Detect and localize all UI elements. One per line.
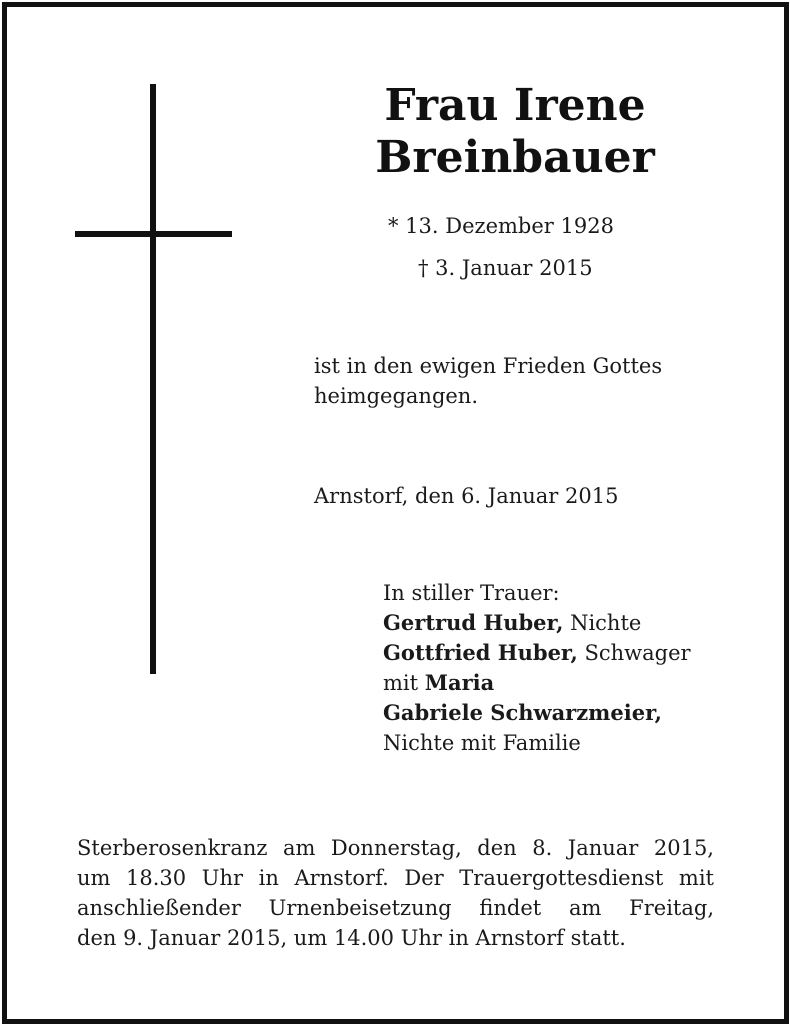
mourner-line [383,638,691,668]
mourner-line [383,608,691,638]
mourner-name: Gottfried Huber, [383,640,578,665]
mourner-line [383,698,691,728]
service-line: anschließender Urnenbeisetzung findet am Freitag, [77,896,714,920]
death-statement [314,351,662,411]
mourner-line [383,668,691,698]
service-information [77,833,714,953]
deceased-name-line2: Breinbauer [375,132,655,183]
place-and-date: Arnstorf, den 6. Januar 2015 [314,484,619,508]
deceased-name-line1: Frau Irene [384,80,646,131]
mourners-block [383,578,691,758]
mourner-prefix: mit [383,671,425,695]
cross-vertical-beam [150,84,156,674]
service-line: den 9. Januar 2015, um 14.00 Uhr in Arnstorf statt. [77,926,626,950]
mourning-intro: In stiller Trauer: [383,581,560,605]
mourner-relation: Schwager [577,641,691,665]
mourner-relation-line: Nichte mit Familie [383,731,581,755]
death-statement-line2: heimgegangen. [314,384,479,408]
mourner-relation: Nichte [563,611,642,635]
death-date: † 3. Januar 2015 [418,256,593,280]
service-line: um 18.30 Uhr in Arnstorf. Der Trauergottesdienst mit [77,866,714,890]
mourner-name: Maria [424,670,495,695]
cross-horizontal-beam [75,231,232,237]
death-statement-line1: ist in den ewigen Frieden Gottes [314,354,663,378]
deceased-name [330,80,700,184]
mourner-name: Gabriele Schwarzmeier, [383,700,662,725]
mourner-name: Gertrud Huber, [383,610,564,635]
service-line: Sterberosenkranz am Donnerstag, den 8. Januar 2015, [77,836,714,860]
birth-date: * 13. Dezember 1928 [388,214,614,238]
